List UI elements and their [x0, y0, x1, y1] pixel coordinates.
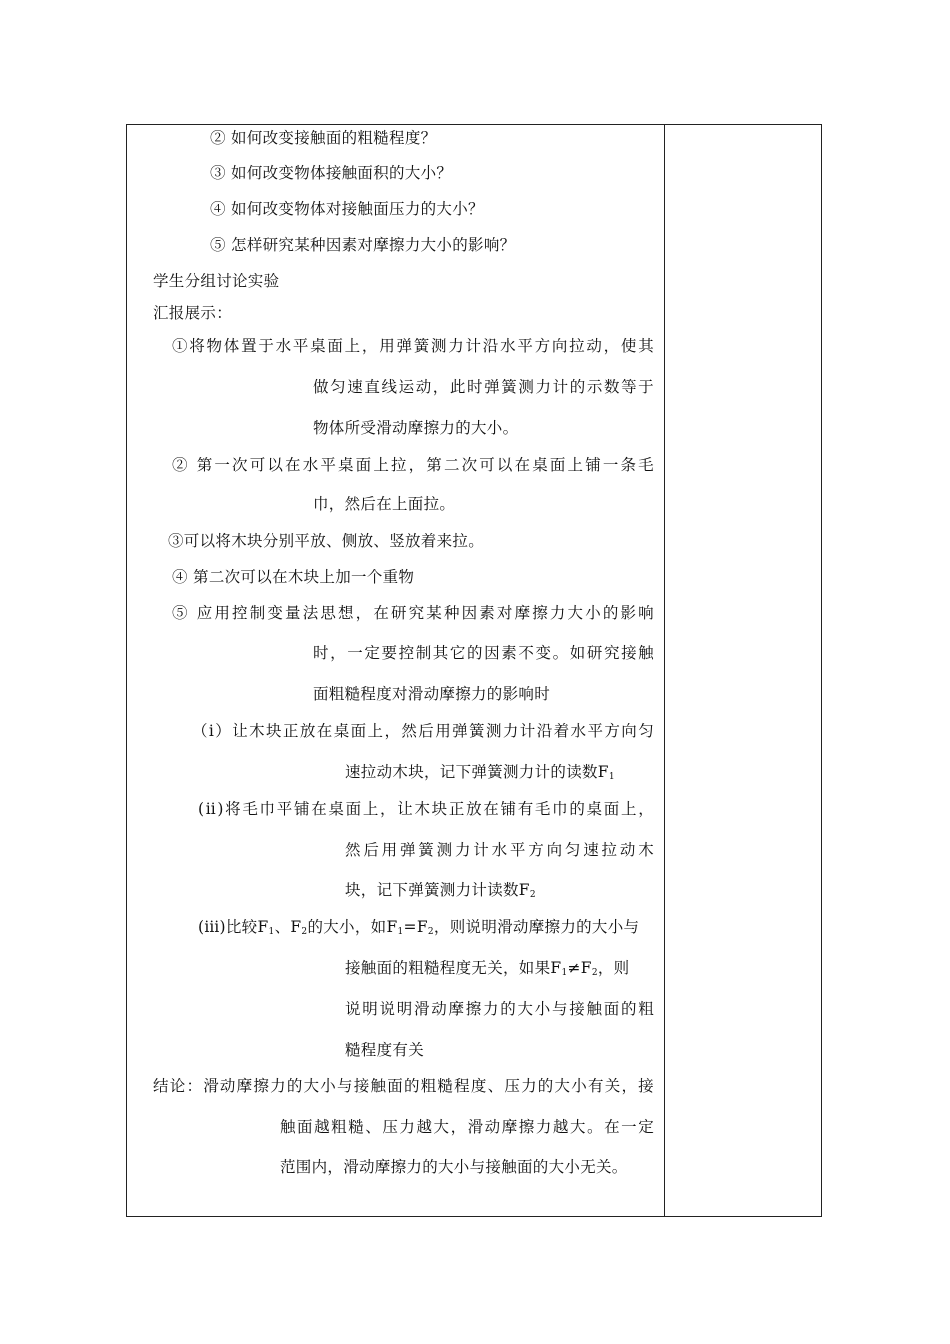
step-ii-line-2: 然后用弹簧测力计水平方向匀速拉动木 [345, 841, 654, 859]
question-3: ③ 如何改变物体接触面积的大小？ [210, 164, 453, 182]
step-i-line-2: 速拉动木块，记下弹簧测力计的读数$F_1$ [345, 763, 615, 782]
answer-1-line-1: ①将物体置于水平桌面上，用弹簧测力计沿水平方向拉动，使其 [172, 337, 654, 355]
answer-2-line-2: 巾，然后在上面拉。 [313, 495, 456, 513]
answer-1-line-3: 物体所受滑动摩擦力的大小。 [313, 419, 519, 437]
group-discussion-heading: 学生分组讨论实验 [153, 272, 280, 290]
answer-4: ④ 第二次可以在木块上加一个重物 [172, 568, 415, 586]
step-iii-line-2: 接触面的粗糙程度无关，如果$F_1\ne F_2$，则 [345, 959, 630, 978]
question-4: ④ 如何改变物体对接触面压力的大小？ [210, 200, 484, 218]
answer-2-line-1: ② 第一次可以在水平桌面上拉，第二次可以在桌面上铺一条毛 [172, 456, 654, 474]
conclusion-line-3: 范围内，滑动摩擦力的大小与接触面的大小无关。 [280, 1158, 628, 1176]
step-ii-line-1: (ⅱ)将毛巾平铺在桌面上，让木块正放在铺有毛巾的桌面上， [198, 800, 654, 818]
step-iii-line-4: 糙程度有关 [345, 1041, 425, 1059]
answer-5-line-2: 时，一定要控制其它的因素不变。如研究接触 [313, 644, 654, 662]
report-heading: 汇报展示： [153, 304, 233, 322]
answer-5-line-1: ⑤ 应用控制变量法思想，在研究某种因素对摩擦力大小的影响 [172, 604, 654, 622]
conclusion-line-1: 结论：滑动摩擦力的大小与接触面的粗糙程度、压力的大小有关，接 [153, 1077, 654, 1095]
answer-5-line-3: 面粗糙程度对滑动摩擦力的影响时 [313, 685, 551, 703]
column-divider [664, 125, 665, 1216]
answer-1-line-2: 做匀速直线运动，此时弹簧测力计的示数等于 [313, 378, 654, 396]
step-i-line-1: （ⅰ）让木块正放在桌面上，然后用弹簧测力计沿着水平方向匀 [192, 722, 654, 740]
step-iii-line-3: 说明说明滑动摩擦力的大小与接触面的粗 [345, 1000, 654, 1018]
question-2: ② 如何改变接触面的粗糙程度？ [210, 129, 437, 147]
answer-3: ③可以将木块分别平放、侧放、竖放着来拉。 [168, 532, 485, 550]
step-ii-line-3: 块，记下弹簧测力计读数$F_2$ [345, 881, 536, 900]
question-5: ⑤ 怎样研究某种因素对摩擦力大小的影响？ [210, 236, 516, 254]
step-iii-line-1: (ⅲ)比较$F_1$、$F_2$的大小，如$F_1=F_2$，则说明滑动摩擦力的大小与 [198, 918, 640, 937]
conclusion-line-2: 触面越粗糙、压力越大，滑动摩擦力越大。在一定 [280, 1118, 654, 1136]
